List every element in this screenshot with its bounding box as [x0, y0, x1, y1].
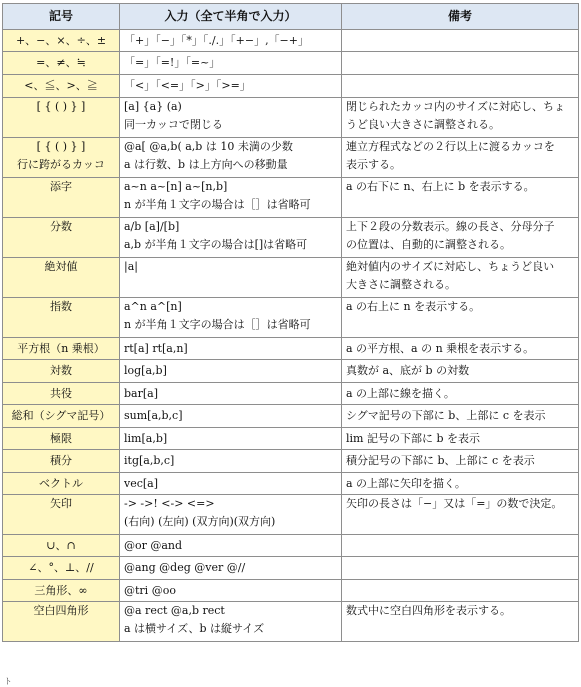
notes-cell — [342, 602, 579, 642]
notes-cell — [342, 495, 579, 535]
notes-cell — [342, 580, 579, 602]
header-input: 入力（全て半角で入力） — [120, 4, 342, 30]
notes-cell-line: 表示する。 — [346, 158, 401, 171]
table-row — [3, 383, 579, 405]
symbol-cell-line: [ { ( ) } ] — [36, 100, 86, 113]
input-cell-line: (右向) (左向) (双方向)(双方向) — [124, 515, 276, 528]
notes-cell — [342, 138, 579, 178]
symbol-cell-line: ベクトル — [39, 476, 83, 490]
symbol-cell — [3, 495, 120, 535]
notes-cell-line: 連立方程式などの２行以上に渡るカッコを — [346, 140, 555, 153]
input-cell-line: [a] {a} (a) — [124, 100, 182, 113]
input-cell-line: a は横サイズ、b は縦サイズ — [124, 622, 265, 635]
symbol-cell — [3, 360, 120, 383]
symbol-cell — [3, 178, 120, 218]
notes-cell-line: 大きさに調整される。 — [346, 278, 456, 291]
notes-cell — [342, 428, 579, 450]
input-cell-line: a~n a~[n] a~[n,b] — [124, 180, 228, 193]
symbol-cell-line: 共役 — [50, 386, 72, 400]
symbol-cell — [3, 383, 120, 405]
symbol-cell-line: 積分 — [50, 454, 72, 467]
symbol-cell — [3, 218, 120, 258]
notes-cell — [342, 383, 579, 405]
page-footer-mark: ト — [4, 677, 12, 686]
notes-cell-line: lim 記号の下部に b を表示 — [346, 431, 480, 445]
input-cell-line: log[a,b] — [124, 364, 167, 377]
notes-cell-line: 上下２段の分数表示。線の長さ、分母分子 — [346, 220, 555, 233]
input-cell — [120, 535, 342, 557]
symbol-cell — [3, 258, 120, 298]
input-cell-line: 同一カッコで閉じる — [124, 118, 223, 131]
input-cell-line: lim[a,b] — [124, 431, 168, 445]
notes-cell — [342, 218, 579, 258]
symbol-cell-line: <、≦、>、≧ — [24, 79, 98, 92]
input-cell-line: sum[a,b,c] — [124, 409, 183, 422]
input-cell-line: 「<」「<=」「>」「>=」 — [124, 79, 251, 92]
input-cell-line: rt[a] rt[a,n] — [124, 341, 188, 355]
symbol-cell-line: [ { ( ) } ] — [36, 140, 86, 153]
input-cell — [120, 450, 342, 473]
input-cell-line: a/b [a]/[b] — [124, 220, 180, 233]
input-cell-line: a は行数、b は上方向への移動量 — [124, 158, 288, 171]
symbol-cell-line: 平方根（n 乗根） — [17, 341, 105, 355]
input-cell-line: bar[a] — [124, 386, 158, 400]
symbol-cell — [3, 428, 120, 450]
table-row — [3, 98, 579, 138]
input-cell-line: itg[a,b,c] — [124, 454, 175, 467]
input-cell-line: vec[a] — [124, 476, 159, 490]
symbol-cell-line: 添字 — [50, 180, 72, 193]
table-row — [3, 298, 579, 338]
symbol-cell-line: 矢印 — [50, 497, 72, 510]
table-row — [3, 30, 579, 52]
symbol-cell — [3, 602, 120, 642]
header-notes: 備考 — [342, 4, 579, 30]
input-cell-line: @a rect @a,b rect — [124, 604, 225, 617]
input-cell-line: |a| — [124, 260, 138, 273]
symbol-cell — [3, 405, 120, 428]
input-cell — [120, 30, 342, 52]
table-row — [3, 52, 579, 75]
notes-cell-line: 矢印の長さは「−」又は「=」の数で決定。 — [346, 497, 563, 510]
input-cell — [120, 98, 342, 138]
symbol-cell — [3, 75, 120, 98]
symbol-cell-line: 三角形、∞ — [34, 583, 88, 597]
symbol-cell-line: =、≠、≒ — [36, 56, 86, 69]
table-row — [3, 602, 579, 642]
input-cell — [120, 602, 342, 642]
input-cell — [120, 258, 342, 298]
symbol-cell — [3, 450, 120, 473]
symbol-cell — [3, 138, 120, 178]
table-row — [3, 428, 579, 450]
table-row — [3, 138, 579, 178]
input-cell — [120, 473, 342, 495]
symbol-cell — [3, 535, 120, 557]
symbol-cell — [3, 338, 120, 360]
symbol-cell — [3, 473, 120, 495]
table-row — [3, 557, 579, 580]
table-row — [3, 450, 579, 473]
input-cell — [120, 360, 342, 383]
notes-cell — [342, 178, 579, 218]
input-cell — [120, 298, 342, 338]
table-row — [3, 473, 579, 495]
input-cell-line: @ang @deg @ver @// — [124, 561, 246, 574]
notes-cell — [342, 338, 579, 360]
notes-cell — [342, 298, 579, 338]
notes-cell-line: 閉じられたカッコ内のサイズに対応し、ちょ — [346, 100, 566, 113]
input-cell-line: -> ->! <-> <=> — [124, 497, 215, 510]
symbol-cell-line: 空白四角形 — [33, 604, 89, 617]
table-row — [3, 405, 579, 428]
input-cell-line: a,b が半角１文字の場合は[]は省略可 — [124, 238, 308, 251]
table-header-row — [3, 4, 579, 30]
notes-cell — [342, 450, 579, 473]
table-row — [3, 580, 579, 602]
notes-cell-line: a の上部に線を描く。 — [346, 386, 455, 400]
symbol-cell — [3, 298, 120, 338]
input-cell-line: @or @and — [124, 538, 183, 552]
input-cell — [120, 138, 342, 178]
symbol-cell-line: +、−、×、÷、± — [15, 33, 107, 47]
symbol-cell — [3, 30, 120, 52]
symbol-cell — [3, 98, 120, 138]
notes-cell — [342, 557, 579, 580]
table-row — [3, 258, 579, 298]
notes-cell-line: a の上部に矢印を描く。 — [346, 476, 466, 490]
input-cell-line: @tri @oo — [124, 583, 176, 597]
notes-cell — [342, 30, 579, 52]
notes-cell-line: の位置は、自動的に調整される。 — [346, 238, 511, 251]
symbol-cell-line: ∪、∩ — [46, 538, 76, 552]
notes-cell — [342, 405, 579, 428]
input-cell — [120, 580, 342, 602]
notes-cell-line: a の平方根、a の n 乗根を表示する。 — [346, 341, 535, 355]
notes-cell — [342, 75, 579, 98]
input-cell-line: 「=」「=!」「=~」 — [124, 56, 221, 69]
symbol-cell — [3, 557, 120, 580]
notes-cell-line: 数式中に空白四角形を表示する。 — [346, 604, 511, 617]
table-row — [3, 218, 579, 258]
table-row — [3, 178, 579, 218]
notes-cell-line: シグマ記号の下部に b、上部に c を表示 — [346, 409, 546, 422]
symbol-cell-line: ∠、°、⊥、// — [28, 561, 94, 574]
input-cell-line: @a[ @a,b( a,b は 10 未満の少数 — [124, 140, 293, 153]
symbol-cell — [3, 52, 120, 75]
notes-cell-line: 真数が a、底が b の対数 — [346, 364, 470, 377]
input-cell — [120, 52, 342, 75]
table-row — [3, 535, 579, 557]
table-row — [3, 75, 579, 98]
symbol-cell-line: 総和（シグマ記号） — [11, 409, 111, 422]
notes-cell — [342, 360, 579, 383]
table-row — [3, 360, 579, 383]
symbol-cell-line: 対数 — [50, 364, 72, 377]
notes-cell-line: a の右下に n、右上に b を表示する。 — [346, 180, 535, 193]
symbol-cell-line: 指数 — [50, 300, 72, 313]
syntax-reference-table — [2, 3, 579, 642]
input-cell — [120, 218, 342, 258]
input-cell-line: n が半角１文字の場合は［］は省略可 — [124, 198, 311, 211]
input-cell-line: 「+」「−」「*」「./.」「+−」,「−+」 — [124, 33, 309, 47]
input-cell — [120, 338, 342, 360]
input-cell — [120, 557, 342, 580]
input-cell — [120, 75, 342, 98]
notes-cell-line: 積分記号の下部に b、上部に c を表示 — [346, 454, 535, 467]
notes-cell-line: うど良い大きさに調整される。 — [346, 118, 500, 131]
notes-cell — [342, 98, 579, 138]
input-cell — [120, 495, 342, 535]
notes-cell — [342, 258, 579, 298]
notes-cell-line: 絶対値内のサイズに対応し、ちょうど良い — [346, 260, 555, 273]
table-row — [3, 495, 579, 535]
notes-cell-line: a の右上に n を表示する。 — [346, 300, 481, 313]
symbol-cell-line: 絶対値 — [44, 260, 78, 273]
input-cell — [120, 428, 342, 450]
header-symbol: 記号 — [3, 4, 120, 30]
input-cell-line: n が半角１文字の場合は［］は省略可 — [124, 318, 311, 331]
symbol-cell — [3, 580, 120, 602]
input-cell — [120, 383, 342, 405]
symbol-cell-line: 極限 — [50, 431, 72, 445]
symbol-cell-line: 行に跨がるカッコ — [17, 158, 105, 171]
notes-cell — [342, 535, 579, 557]
input-cell — [120, 178, 342, 218]
input-cell — [120, 405, 342, 428]
input-cell-line: a^n a^[n] — [124, 300, 182, 313]
notes-cell — [342, 52, 579, 75]
notes-cell — [342, 473, 579, 495]
table-row — [3, 338, 579, 360]
symbol-cell-line: 分数 — [50, 220, 72, 233]
